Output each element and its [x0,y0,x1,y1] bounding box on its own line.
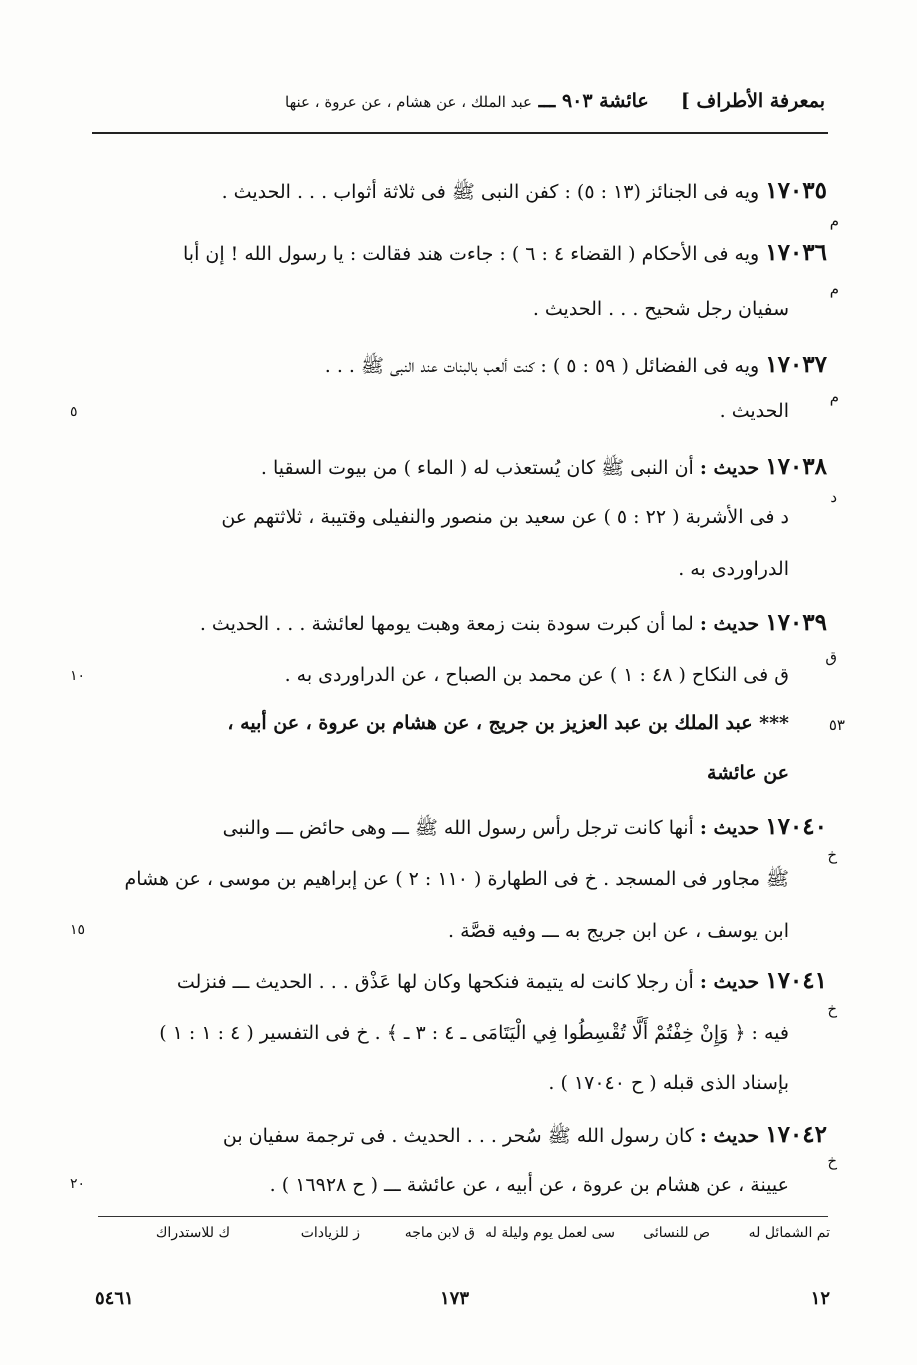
isnad-heading-line-2 [707,758,789,788]
isnad-text: عن عائشة [707,762,789,784]
entry-text: أنها كانت ترجل رأس رسول الله ﷺ ـــ وهى حائض ـــ والنبى [222,817,694,839]
entry-text: أن رجلا كانت له يتيمة فنكحها وكان لها عَذْق . . . الحديث ـــ فنزلت [176,971,694,993]
entry-17040-line-3 [448,916,789,946]
entry-text: بإسناد الذى قبله ( ح ١٧٠٤٠ ) . [548,1072,789,1094]
line-number: ١٥ [70,922,86,938]
entry-17036-line-2 [533,294,789,324]
header-section-title: عائشة ٩٠٣ ـــ [538,90,649,112]
entry-17040-line-2 [124,864,789,894]
entry-17041-line-3 [548,1068,789,1098]
entry-number: ١٧٠٣٩ [765,609,827,636]
entry-17038-line-3 [678,554,789,584]
source-siglum: خ [827,846,837,864]
entry-17039-line-2 [285,660,789,690]
source-siglum: م [829,280,839,298]
entry-text: أن النبى ﷺ كان يُستعذب له ( الماء ) من بيوت السقيا . [260,457,694,479]
volume-number: ١٢ [810,1288,830,1309]
isnad-heading-line-1 [227,708,789,738]
entry-text: ويه فى الفضائل ( ٥٩ : ٥ ) : كنت ألعب بالبنات عند النبى ﷺ . . . [324,355,760,377]
entry-text: ابن يوسف ، عن ابن جريج به ـــ وفيه قصَّة . [448,920,789,942]
entry-text: ويه فى الأحكام ( القضاء ٤ : ٦ ) : جاءت هند فقالت : يا رسول الله ! إن أبا [183,243,760,265]
entry-text: لما أن كبرت سودة بنت زمعة وهبت يومها لعائشة . . . الحديث . [199,613,694,635]
entry-17042-line-2 [270,1170,789,1200]
line-number: ١٠ [70,668,86,684]
line-number: ٢٠ [70,1176,86,1192]
footer-rule [98,1216,828,1217]
entry-17039-line-1 [200,608,827,639]
isnad-text: *** عبد الملك بن عبد العزيز بن جريج ، عن هشام بن عروة ، عن أبيه ، [227,712,789,734]
entry-text: سفيان رجل شحيح . . . الحديث . [532,298,789,320]
source-siglum: د [830,488,837,506]
entry-number: ١٧٠٣٦ [765,239,827,266]
source-siglum: م [829,212,839,230]
entry-17041-line-2 [159,1018,789,1048]
source-siglum: ق [825,648,837,666]
abbreviation: ك للاستدراك [155,1225,230,1241]
entry-number: ١٧٠٤٢ [765,1121,827,1148]
header-book-title: بمعرفة الأطراف ] [680,90,825,112]
page-footer [95,1288,830,1318]
abbreviation: تم الشمائل له [748,1225,830,1241]
entry-number: ١٧٠٣٥ [765,177,827,204]
isnad-marker: ٥٣ [828,716,845,734]
entry-text: كان رسول الله ﷺ سُحر . . . الحديث . فى ترجمة سفيان بن [222,1125,694,1147]
abbreviation: ز للزيادات [300,1225,360,1241]
entry-17036-line-1 [183,238,827,269]
entry-17035-line-1 [222,176,827,207]
header-section-isnad: عبد الملك ، عن هشام ، عن عروة ، عنها [285,93,532,111]
hadith-label: حديث : [699,1125,760,1147]
abbreviation: سى لعمل يوم وليلة له [485,1225,615,1241]
line-number: ٥ [70,404,78,420]
running-header [95,86,825,126]
source-siglum: خ [827,1000,837,1018]
entry-number: ١٧٠٣٨ [765,453,827,480]
abbreviation: ق لابن ماجه [404,1225,475,1241]
hadith-label: حديث : [699,457,760,479]
entry-number: ١٧٠٤٠ [765,813,827,840]
entry-text: ﷺ مجاور فى المسجد . خ فى الطهارة ( ١١٠ : ٢ ) عن إبراهيم بن موسى ، عن هشام [124,868,789,890]
entry-text: عيينة ، عن هشام بن عروة ، عن أبيه ، عن عائشة ـــ ( ح ١٦٩٢٨ ) . [269,1174,789,1196]
entry-text: الدراوردى به . [678,558,789,580]
header-section [285,90,649,112]
global-page-number: ٥٤٦١ [95,1288,134,1309]
entry-text: ويه فى الجنائز (١٣ : ٥) : كفن النبى ﷺ فى ثلاثة أثواب . . . الحديث . [221,181,760,203]
entry-text: الحديث . [719,400,789,422]
entry-17040-line-1 [223,812,827,843]
abbreviation-key [95,1225,830,1253]
hadith-label: حديث : [699,817,760,839]
source-siglum: م [829,388,839,406]
hadith-label: حديث : [699,613,760,635]
abbreviation: ص للنسائى [643,1225,710,1241]
source-siglum: خ [827,1152,837,1170]
entry-17037-line-1 [325,350,827,381]
hadith-label: حديث : [699,971,760,993]
entry-17037-line-2 [720,396,789,426]
page-number: ١٧٣ [440,1288,470,1309]
entry-17038-line-2 [221,502,789,532]
entry-number: ١٧٠٤١ [765,967,827,994]
entry-text: د فى الأشربة ( ٢٢ : ٥ ) عن سعيد بن منصور والنفيلى وقتيبة ، ثلاثتهم عن [221,506,789,528]
entry-text: فيه : ﴿ وَإِنْ خِفْتُمْ أَلَّا تُقْسِطُوا فِي الْيَتَامَى ـ ٤ : ٣ ـ ﴾ . خ فى التفسير ( ٤ : ١ : ١ ) [159,1022,789,1044]
entry-17038-line-1 [261,452,827,483]
entry-17042-line-1 [223,1120,827,1151]
header-rule [92,132,828,134]
entry-number: ١٧٠٣٧ [765,351,827,378]
entry-17041-line-1 [177,966,827,997]
entry-text: ق فى النكاح ( ٤٨ : ١ ) عن محمد بن الصباح ، عن الدراوردى به . [284,664,789,686]
